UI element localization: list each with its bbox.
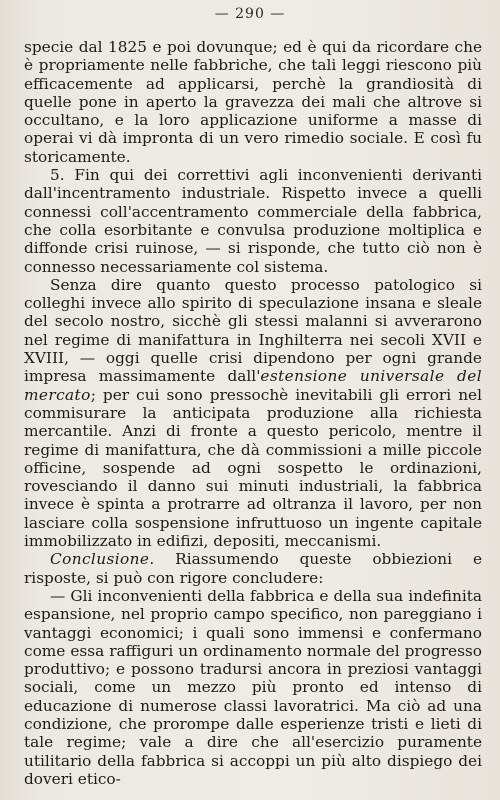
paragraph-5 xyxy=(24,587,482,788)
paragraph-1-text: specie dal 1825 e poi dovunque; ed è qui da ricordare che è propriamente nelle fabbriche, che tali leggi riescono più efficacemente ad applicarsi, perchè la grandiosità di quelle pone in aperto la gravezza dei mali che altrove si occultano, e la loro applicazione uniforme a masse di operai vi dà impronta di un vero rimedio sociale. E così fu storicamente. xyxy=(24,38,482,166)
paragraph-2 xyxy=(24,166,482,276)
paragraph-3 xyxy=(24,276,482,550)
paragraph-4-text: . Riassumendo queste obbiezioni e risposte, si può con rigore concludere: xyxy=(24,550,482,587)
paragraph-3-text-a: Senza dire quanto questo processo patologico si colleghi invece allo spirito di speculazione insana e sleale del secolo nostro, sicchè gli stessi malanni si avverarono nel regime di manifattura in Inghilterra nei secoli XVII e XVIII, — oggi quelle crisi dipendono per ogni grande impresa massimamente dall' xyxy=(24,275,482,386)
paragraph-3-text-b: ; per cui sono pressochè inevitabili gli errori nel commisurare la anticipata produzione alla richiesta mercantile. Anzi di fronte a questo pericolo, mentre il regime di manifattura, che dà commissioni a mille piccole officine, sospende ad ogni sospetto le ordinazioni, rovesciando il danno sui minuti industriali, la fabbrica invece è spinta a protrarre ad oltranza il lavoro, per non lasciare colla sospensione infruttuoso un ingente capitale immobilizzato in edifizi, depositi, meccanismi. xyxy=(24,385,482,551)
paragraph-4 xyxy=(24,550,482,587)
paragraph-2-text: 5. Fin qui dei correttivi agli inconvenienti derivanti dall'incentramento industriale. Rispetto invece a quelli connessi coll'accentramento commerciale della fabbrica, che colla esorbitante e convulsa produzione moltiplica e diffonde crisi ruinose, — si risponde, che tutto ciò non è connesso necessariamente col sistema. xyxy=(24,166,482,276)
page-number: — 290 — xyxy=(214,6,286,22)
paragraph-1 xyxy=(24,38,482,166)
page-body xyxy=(24,38,482,788)
paragraph-3-italic-phrase: estensione universale del mercato xyxy=(24,367,482,404)
paragraph-5-text: — Gli inconvenienti della fabbrica e della sua indefinita espansione, nel proprio campo specifico, non pareggiano i vantaggi economici; i quali sono immensi e confermano come essa raffiguri un ordinamento normale del progresso produttivo; e possono tradursi ancora in preziosi vantaggi sociali, come un mezzo più pronto ed intenso di educazione di numerose classi lavoratrici. Ma ciò ad una condizione, che prorompe dalle esperienze tristi e lieti di tale regime; vale a dire che all'esercizio puramente utilitario della fabbrica si accoppi un più alto dispiego dei doveri etico- xyxy=(24,586,482,788)
section-heading-conclusione: Conclusione xyxy=(50,550,150,569)
